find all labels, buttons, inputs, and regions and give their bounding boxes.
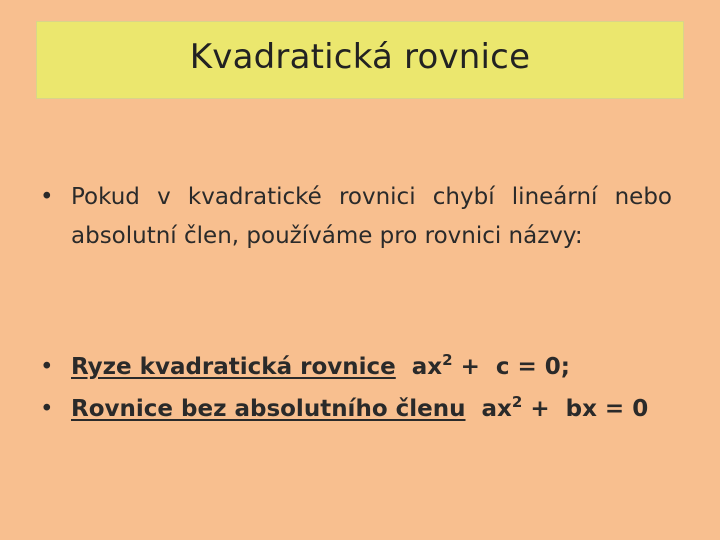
intro-paragraph-text: Pokud v kvadratické rovnici chybí lineární nebo absolutní člen, používáme pro rovnici názvy:	[71, 184, 672, 249]
equation-lead: ax	[481, 396, 512, 422]
slide-title: Kvadratická rovnice	[189, 37, 531, 77]
bullet-marker: •	[40, 354, 54, 380]
list-item-content	[71, 351, 570, 380]
bullet-marker: •	[40, 184, 54, 210]
title-box	[36, 21, 684, 99]
equation-exponent: 2	[511, 393, 523, 411]
bullet-marker: •	[40, 396, 54, 422]
list-item	[40, 388, 680, 430]
equation-exponent: 2	[442, 351, 453, 369]
equation-list	[40, 346, 680, 430]
list-item-content	[71, 393, 649, 422]
equation-lead: ax	[411, 354, 443, 380]
list-item	[40, 346, 680, 388]
term-no-constant: Rovnice bez absolutního členu	[71, 396, 466, 422]
term-pure-quadratic: Ryze kvadratická rovnice	[71, 354, 396, 380]
equation-tail: + bx = 0	[522, 396, 649, 422]
equation-tail: + c = 0;	[452, 354, 570, 380]
intro-paragraph	[40, 178, 672, 256]
